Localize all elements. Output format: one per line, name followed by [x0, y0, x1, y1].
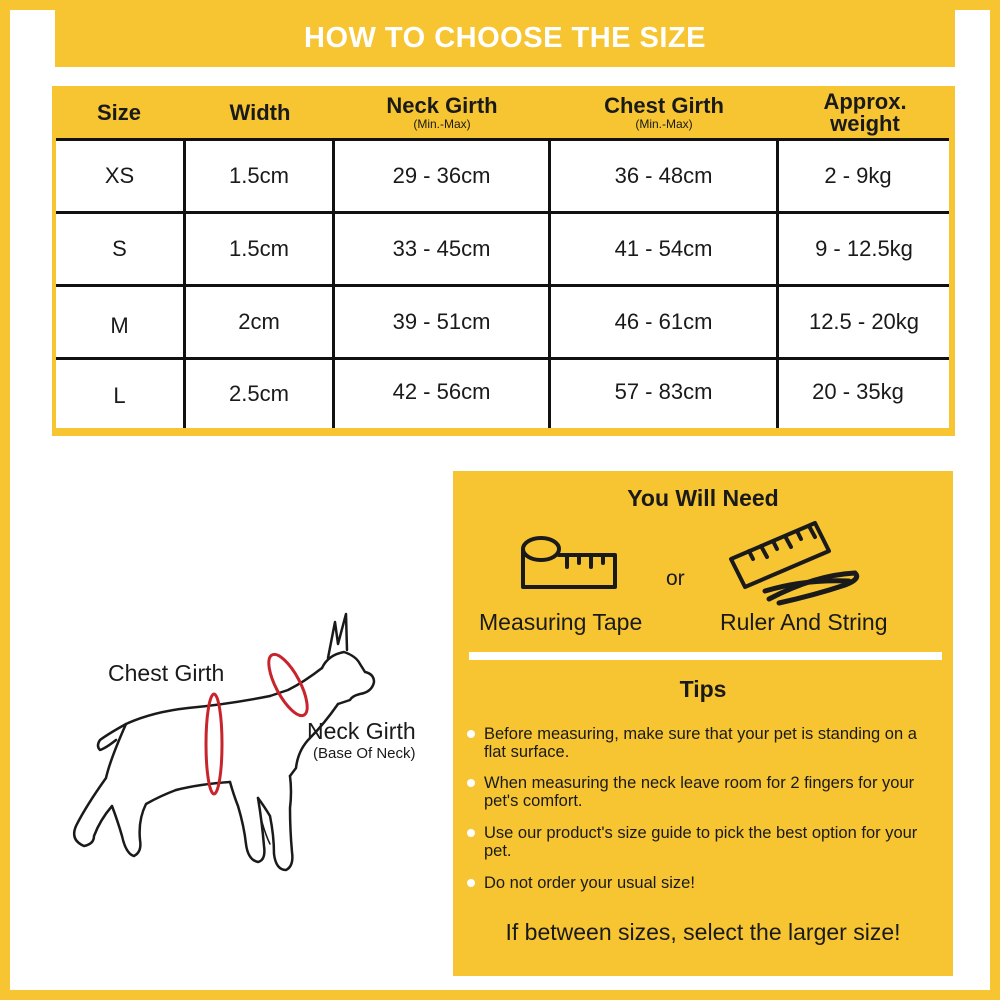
section-divider	[469, 652, 942, 660]
cell-neck-girth: 33 - 45cm	[392, 236, 491, 261]
header-width-label: Width	[229, 100, 291, 125]
tip-item	[467, 774, 937, 810]
chest-girth-label: Chest Girth	[108, 660, 225, 686]
header-neck-girth	[337, 88, 547, 138]
cell-weight: 2 - 9kg	[824, 163, 892, 188]
cell-chest-girth: 46 - 61cm	[614, 309, 713, 334]
tip-item	[467, 824, 937, 860]
header-weight-label: Approx.	[823, 89, 907, 114]
tip-text: Do not order your usual size!	[484, 874, 695, 892]
needs-title: You Will Need	[627, 485, 779, 511]
bullet-icon	[467, 730, 475, 738]
header-weight-label-2: weight	[830, 111, 900, 136]
header-neck-girth-label: Neck Girth	[386, 93, 498, 118]
bullet-icon	[467, 829, 475, 837]
header-size-label: Size	[96, 100, 142, 125]
neck-girth-sublabel: (Base Of Neck)	[313, 745, 416, 762]
cell-width: 1.5cm	[229, 163, 289, 188]
page-title: HOW TO CHOOSE THE SIZE	[55, 10, 955, 67]
footer-note: If between sizes, select the larger size!	[505, 919, 901, 945]
cell-size: S	[112, 236, 127, 261]
cell-width: 2cm	[238, 309, 280, 334]
cell-neck-girth: 39 - 51cm	[392, 309, 491, 334]
cell-size: M	[110, 313, 129, 338]
bullet-icon	[467, 779, 475, 787]
header-width	[189, 88, 331, 138]
cell-neck-girth: 42 - 56cm	[392, 379, 491, 404]
ruler-and-string-label: Ruler And String	[720, 609, 888, 635]
cell-width: 2.5cm	[229, 381, 289, 406]
cell-size: L	[113, 383, 126, 408]
cell-chest-girth: 57 - 83cm	[614, 379, 713, 404]
header-chest-girth-sub: (Min.-Max)	[635, 117, 693, 131]
tip-item	[467, 725, 937, 761]
header-chest-girth	[553, 88, 775, 138]
measuring-tape-icon	[519, 533, 619, 595]
tip-text: Before measuring, make sure that your pet is standing on a flat surface.	[484, 725, 917, 761]
neck-girth-label: Neck Girth	[307, 718, 416, 744]
header-weight	[781, 88, 949, 138]
header-size	[56, 88, 182, 138]
cell-width: 1.5cm	[229, 236, 289, 261]
or-label: or	[666, 567, 685, 590]
cell-chest-girth: 36 - 48cm	[614, 163, 713, 188]
cell-neck-girth: 29 - 36cm	[392, 163, 491, 188]
cell-weight: 12.5 - 20kg	[808, 309, 920, 334]
tip-text: When measuring the neck leave room for 2 fingers for your pet's comfort.	[484, 774, 915, 810]
measuring-tape-label: Measuring Tape	[479, 609, 643, 635]
size-table	[52, 86, 955, 436]
tips-title: Tips	[679, 676, 727, 702]
cell-weight: 9 - 12.5kg	[815, 236, 913, 261]
requirements-panel	[453, 471, 953, 976]
ruler-and-string-icon	[725, 519, 865, 607]
cell-size: XS	[104, 163, 135, 188]
cell-weight: 20 - 35kg	[812, 379, 904, 404]
cell-chest-girth: 41 - 54cm	[614, 236, 713, 261]
header-chest-girth-label: Chest Girth	[604, 93, 724, 118]
bullet-icon	[467, 879, 475, 887]
tip-item	[467, 874, 937, 892]
dog-outline-icon	[60, 600, 380, 890]
tip-text: Use our product's size guide to pick the best option for your pet.	[484, 824, 918, 860]
header-neck-girth-sub: (Min.-Max)	[413, 117, 471, 131]
